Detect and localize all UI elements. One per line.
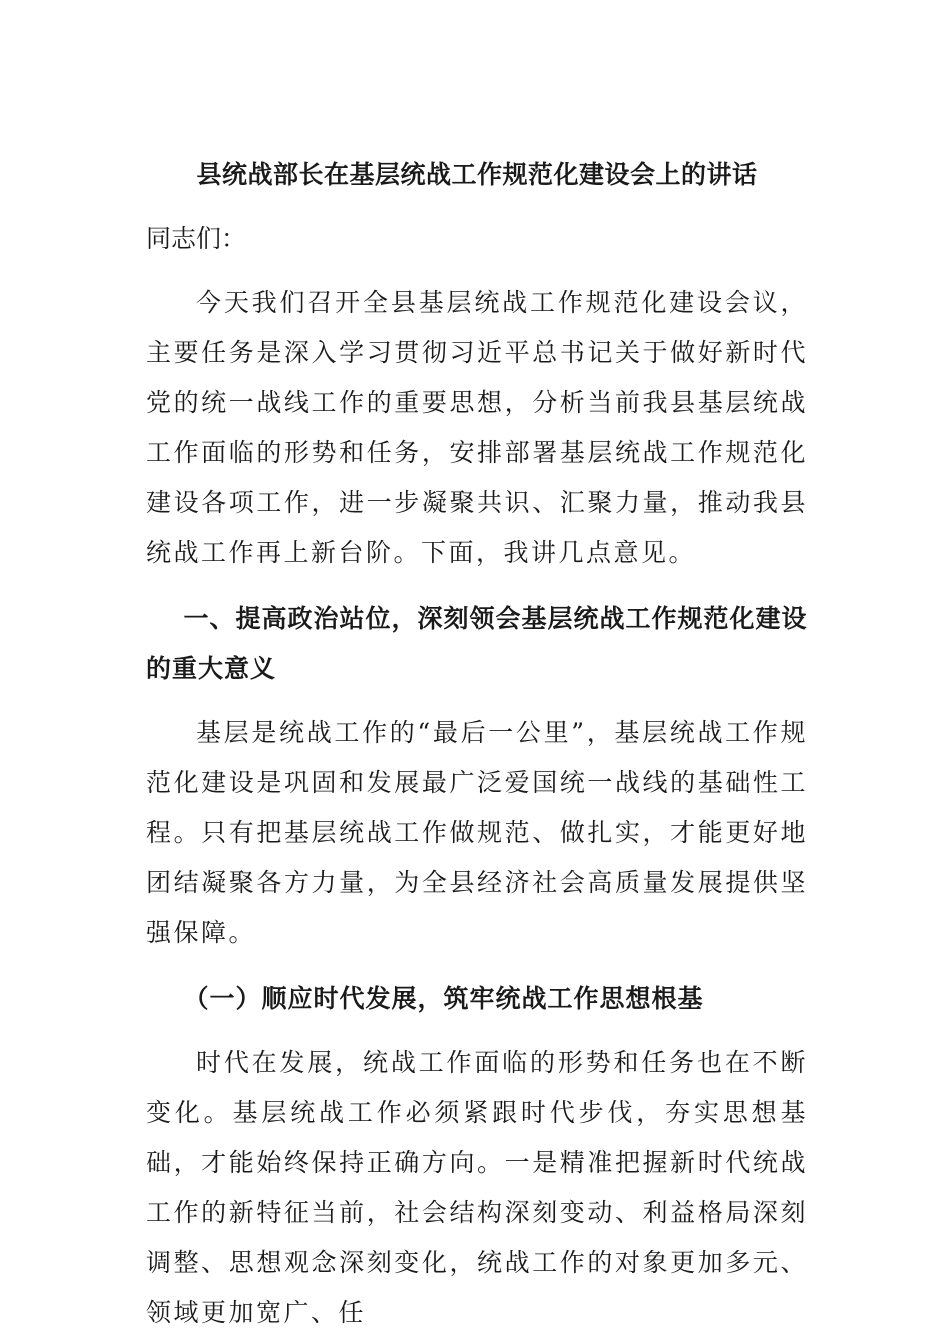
document-title: 县统战部长在基层统战工作规范化建设会上的讲话 bbox=[196, 160, 758, 189]
section-heading: 一、提高政治站位，深刻领会基层统战工作规范化建设的重大意义 bbox=[146, 604, 808, 683]
greeting: 同志们： bbox=[146, 224, 247, 253]
document-body bbox=[146, 150, 808, 1338]
intro-paragraph: 今天我们召开全县基层统战工作规范化建设会议，主要任务是深入学习贯彻习近平总书记关于做好新时代党的统一战线工作的重要思想，分析当前我县基层统战工作面临的形势和任务，安排部署基层统战工作规范化建设各项工作，进一步凝聚共识、汇聚力量，推动我县统战工作再上新台阶。下面，我讲几点意见。 bbox=[146, 288, 808, 567]
section-paragraph: 基层是统战工作的“最后一公里”，基层统战工作规范化建设是巩固和发展最广泛爱国统一战线的基础性工程。只有把基层统战工作做规范、做扎实，才能更好地团结凝聚各方力量，为全县经济社会高质量发展提供坚强保障。 bbox=[146, 718, 808, 947]
subsection-heading: （一）顺应时代发展，筑牢统战工作思想根基 bbox=[183, 984, 704, 1013]
subsection-paragraph: 时代在发展，统战工作面临的形势和任务也在不断变化。基层统战工作必须紧跟时代步伐，夯实思想基础，才能始终保持正确方向。一是精准把握新时代统战工作的新特征当前，社会结构深刻变动、利益格局深刻调整、思想观念深刻变化，统战工作的对象更加多元、领域更加宽广、任 bbox=[146, 1048, 808, 1327]
